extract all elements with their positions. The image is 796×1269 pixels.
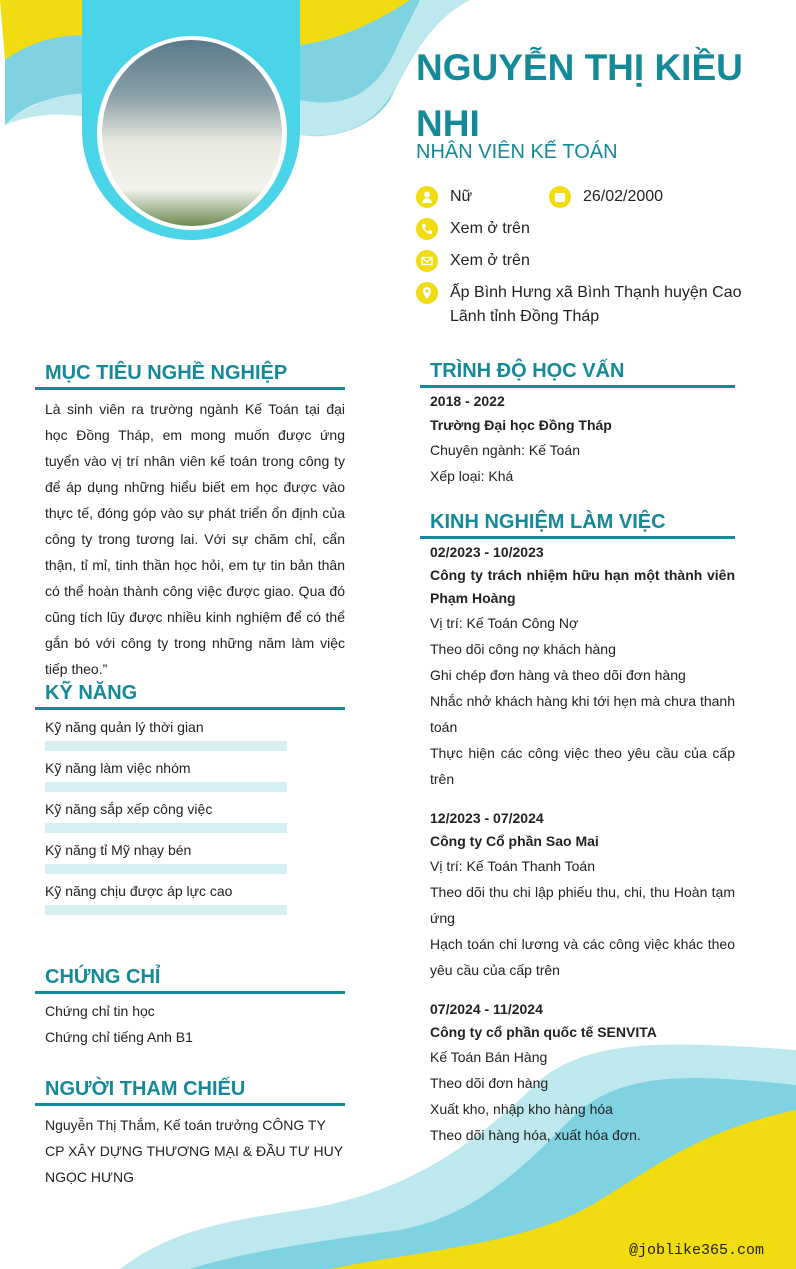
skills-heading: KỸ NĂNG [35,682,345,710]
skill-label: Kỹ năng quản lý thời gian [45,719,204,735]
job-detail: Hạch toán chi lương và các công việc khác theo yêu cầu của cấp trên [430,936,735,978]
certificate-item: Chứng chỉ tiếng Anh B1 [45,1029,193,1045]
education-period: 2018 - 2022 [430,393,505,409]
job-detail: Theo dõi công nợ khách hàng [430,641,616,657]
job-detail: Xuất kho, nhập kho hàng hóa [430,1101,613,1117]
education-rank: Xếp loại: Khá [430,468,514,484]
education-section [420,360,735,489]
job-detail: Theo dõi thu chi lập phiếu thu, chi, thu Hoàn tạm ứng [430,884,735,926]
skill-bar [45,782,287,792]
job-entry [430,997,735,1148]
watermark: @joblike365.com [628,1242,764,1259]
references-heading: NGƯỜI THAM CHIẾU [35,1078,345,1106]
date-of-birth: 26/02/2000 [583,188,664,205]
job-company: Công ty trách nhiệm hữu hạn một thành viên Phạm Hoàng [430,567,735,606]
job-title: NHÂN VIÊN KẾ TOÁN [416,141,618,163]
job-entry [430,540,735,792]
skill-item [45,760,345,792]
job-period: 12/2023 - 07/2024 [430,810,544,826]
skill-item [45,883,345,915]
phone: Xem ở trên [450,220,530,237]
job-detail: Theo dõi đơn hàng [430,1075,549,1091]
objective-heading: MỤC TIÊU NGHỀ NGHIỆP [35,362,345,390]
skill-label: Kỹ năng làm việc nhóm [45,760,191,776]
job-company: Công ty Cổ phần Sao Mai [430,833,599,849]
candidate-name: NGUYỄN THỊ KIỀU NHI [416,47,743,144]
gender-row [416,185,472,209]
profile-photo [102,40,282,226]
job-detail: Nhắc nhở khách hàng khi tới hẹn mà chưa thanh toán [430,693,735,735]
objective-text: Là sinh viên ra trường ngành Kế Toán tại đại học Đồng Tháp, em mong muốn được ứng tuyển vào vị trí nhân viên kế toán trong công ty để áp dụng những hiểu biết em học được vào thực tế, đóng góp vào sự phát triển ổn định của công ty trong tương lai. Với sự chăm chỉ, cẩn thận, tỉ mỉ, tinh thần học hỏi, em tự tin bản thân có thể hoàn thành công việc được giao. Qua đó cũng tích lũy được nhiều kinh nghiệm để có thể gắn bó với công ty trong những năm làm việc tiếp theo.” [45,401,345,677]
certificates-section [35,966,345,1050]
address: Ấp Bình Hưng xã Bình Thạnh huyện Cao Lãnh tỉnh Đồng Tháp [450,284,742,325]
reference-text: Nguyễn Thị Thắm, Kế toán trưởng CÔNG TY CP XÂY DỰNG THƯƠNG MẠI & ĐẦU TƯ HUY NGỌC HƯNG [45,1117,343,1185]
experience-heading: KINH NGHIỆM LÀM VIỆC [420,511,735,539]
job-detail: Kế Toán Bán Hàng [430,1049,548,1065]
job-period: 07/2024 - 11/2024 [430,1001,543,1017]
job-period: 02/2023 - 10/2023 [430,544,544,560]
job-detail: Vị trí: Kế Toán Công Nợ [430,615,579,631]
skill-item [45,801,345,833]
location-pin-icon [416,282,438,304]
skill-bar [45,741,287,751]
job-detail: Ghi chép đơn hàng và theo dõi đơn hàng [430,667,686,683]
user-icon [416,186,438,208]
skill-label: Kỹ năng chịu được áp lực cao [45,883,233,899]
phone-row [416,217,530,241]
job-detail: Theo dõi hàng hóa, xuất hóa đơn. [430,1127,641,1143]
education-school: Trường Đại học Đồng Tháp [430,417,612,433]
job-detail: Vị trí: Kế Toán Thanh Toán [430,858,596,874]
skill-bar [45,905,287,915]
job-detail: Thực hiện các công việc theo yêu cầu của cấp trên [430,745,735,787]
skill-label: Kỹ năng tỉ Mỹ nhạy bén [45,842,192,858]
skill-bar [45,823,287,833]
education-major: Chuyên ngành: Kế Toán [430,442,580,458]
envelope-icon [416,250,438,272]
dob-row [549,185,663,209]
objective-section [35,362,345,682]
education-heading: TRÌNH ĐỘ HỌC VẤN [420,360,735,388]
calendar-icon [549,186,571,208]
experience-section [420,511,735,1148]
address-row [416,281,746,329]
email: Xem ở trên [450,252,530,269]
certificates-heading: CHỨNG CHỈ [35,966,345,994]
skill-bar [45,864,287,874]
skill-item [45,719,345,751]
phone-icon [416,218,438,240]
gender: Nữ [450,188,473,205]
skill-item [45,842,345,874]
skill-label: Kỹ năng sắp xếp công việc [45,801,213,817]
job-company: Công ty cổ phần quốc tế SENVITA [430,1024,657,1040]
references-section [35,1078,345,1190]
job-entry [430,806,735,983]
skills-section [35,682,345,915]
email-row [416,249,530,273]
certificate-item: Chứng chỉ tin học [45,1003,155,1019]
